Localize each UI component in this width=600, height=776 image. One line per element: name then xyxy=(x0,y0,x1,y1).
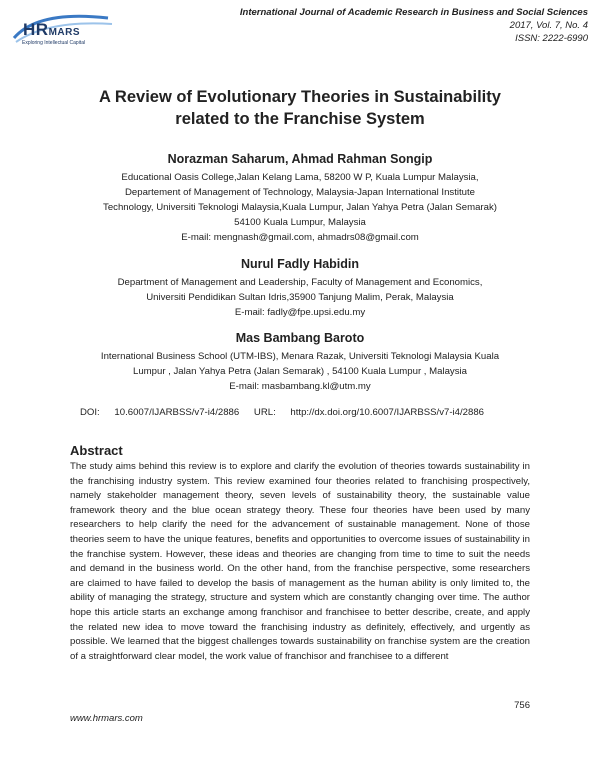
doi-value[interactable]: 10.6007/IJARBSS/v7-i4/2886 xyxy=(114,407,240,418)
author-names: Nurul Fadly Habidin xyxy=(240,257,360,271)
paper-title: A Review of Evolutionary Theories in Sustainability related to the Franchise System xyxy=(99,88,501,128)
author-email[interactable]: E-mail: fadly@fpe.upsi.edu.my xyxy=(234,307,366,318)
author-email[interactable]: E-mail: mengnash@gmail.com, ahmadrs08@gmail.com xyxy=(181,232,419,243)
author-names: Mas Bambang Baroto xyxy=(235,331,365,345)
journal-name: International Journal of Academic Research in Business and Social Sciences xyxy=(239,7,588,18)
url-label: URL: xyxy=(253,407,276,418)
author-affiliation: Educational Oasis College,Jalan Kelang Lama, 58200 W P, Kuala Lumpur Malaysia, Departement of Management of Technology, Malaysia-Japan International Institute Technology, Universiti Teknologi Malaysia,Kuala Lumpur, Jalan Yahya Petra (Jalan Semarak) 54100 Kuala Lumpur, Malaysia E-mail: mengnash@gmail.com, ahmadrs08@gmail.com xyxy=(60,170,540,245)
page-number: 756 xyxy=(514,700,530,711)
journal-issn: ISSN: 2222-6990 xyxy=(515,33,588,44)
url-link[interactable]: http://dx.doi.org/10.6007/IJARBSS/v7-i4/2886 xyxy=(290,407,485,418)
footer-url[interactable]: www.hrmars.com xyxy=(70,713,143,724)
doi-line xyxy=(80,407,540,418)
author-names: Norazman Saharum, Ahmad Rahman Songip xyxy=(167,152,433,166)
journal-volume: 2017, Vol. 7, No. 4 xyxy=(509,20,588,31)
abstract-heading: Abstract xyxy=(70,443,123,458)
doi-label: DOI: xyxy=(80,407,100,418)
author-affiliation: Department of Management and Leadership, Faculty of Management and Economics, Universiti Pendidikan Sultan Idris,35900 Tanjung Malim, Perak, Malaysia E-mail: fadly@fpe.upsi.edu.my xyxy=(60,275,540,320)
abstract-text: The study aims behind this review is to explore and clarify the evolution of theories towards sustainability in the franchising industry system. This review examined four theories related to franchising prospectively, namely stakeholder management theory, seven levels of sustainability theory, the sustainable value framework theory and the blue ocean strategy theory. These four theories have been used by many researchers to help clarify the need for the advancement of sustainable management. None of those theories seem to have the unique features, benefits and opportunities to overcome issues of sustainability in the franchise system. However, these ideas and theories are changing from time to time to suit the needs and demand in the business world. On the other hand, from the franchise perspective, some researchers are claimed to have failed to develop the basis of management as the human ability is only limited to, the ability of managing the strategy, structure and system which are constantly changing over time. The author hope this article starts an exchange among franchisor and franchisee to better describe, create, and apply the related new idea to move toward the franchising industry as definitely, effectively, and urgently as possible. We learned that the biggest challenges towards sustainability on franchise system are the creation of a straightforward clear model, the work value of franchisor and franchisee to a different xyxy=(70,461,530,662)
journal-header xyxy=(208,6,588,45)
author-affiliation: International Business School (UTM-IBS), Menara Razak, Universiti Teknologi Malaysia Kuala Lumpur , Jalan Yahya Petra (Jalan Semarak) , 54100 Kuala Lumpur , Malaysia E-mail: masbambang.kl@utm.my xyxy=(60,349,540,394)
logo-wordmark: HRMARS xyxy=(23,20,81,39)
author-email[interactable]: E-mail: masbambang.kl@utm.my xyxy=(229,381,371,392)
hrmars-logo xyxy=(8,8,118,52)
logo-tagline: Exploring Intellectual Capital xyxy=(22,40,86,46)
